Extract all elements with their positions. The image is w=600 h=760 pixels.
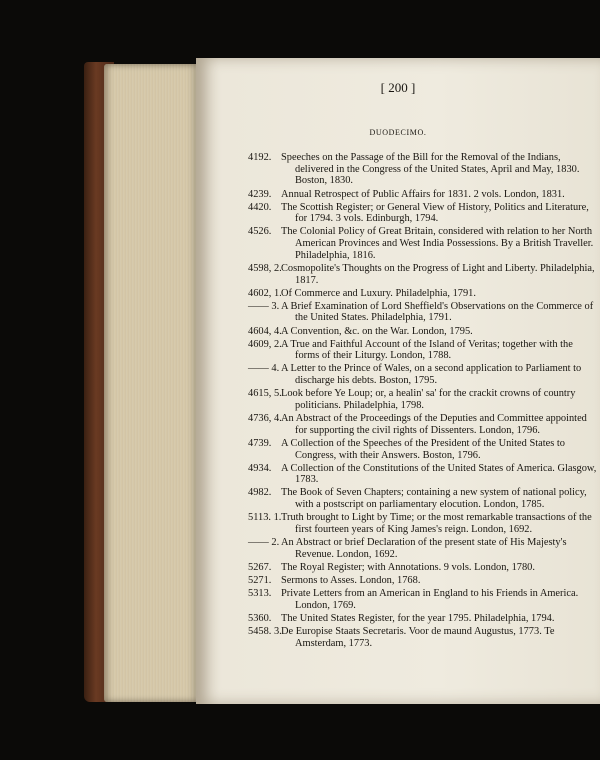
catalog-entry xyxy=(248,202,598,225)
entry-number: 4192. xyxy=(248,152,272,163)
catalog-entry xyxy=(248,575,598,587)
catalog-entry xyxy=(248,152,598,187)
catalog-entry xyxy=(248,588,598,611)
entry-text: An Abstract or brief Declaration of the present state of His Majesty's Revenue. London, 1692. xyxy=(281,537,567,560)
catalog-entry xyxy=(248,613,598,625)
entry-number: —— 4. xyxy=(248,363,280,375)
entry-text: The Book of Seven Chapters; containing a new system of national policy, with a postscript on parliamentary elocution. London, 1785. xyxy=(281,487,587,511)
entry-number: 4602, 1. xyxy=(248,287,282,299)
entry-number: 5267. xyxy=(248,561,272,573)
catalog-entry xyxy=(248,288,598,300)
entry-number: 4604, 4. xyxy=(248,325,282,337)
entry-text: A Brief Examination of Lord Sheffield's Observations on the Commerce of the United States. Philadelphia, 1791. xyxy=(281,300,594,324)
entry-text: A True and Faithful Account of the Island of Veritas; together with the forms of their Liturgy. London, 1788. xyxy=(281,338,573,362)
entry-text: De Europise Staats Secretaris. Voor de maund Augustus, 1773. Te Amsterdam, 1773. xyxy=(281,625,555,649)
entry-text: A Letter to the Prince of Wales, on a second application to Parliament to discharge his debts. Boston, 1795. xyxy=(281,363,582,387)
catalog-entries xyxy=(248,152,598,651)
catalog-entry xyxy=(248,463,598,486)
entry-number: 5113. 1. xyxy=(248,512,282,524)
catalog-entry xyxy=(248,189,598,201)
page-edges xyxy=(104,64,200,702)
entry-number: 5458. 3. xyxy=(248,625,282,637)
entry-text: The United States Register, for the year 1795. Philadelphia, 1794. xyxy=(281,612,555,624)
catalog-entry xyxy=(248,562,598,574)
catalog-entry xyxy=(248,301,598,324)
entry-number: 4736, 4. xyxy=(248,413,282,425)
catalog-entry xyxy=(248,263,598,286)
entry-number: 4934. xyxy=(248,462,272,474)
entry-number: 4598, 2. xyxy=(248,262,282,274)
entry-number: 4609, 2. xyxy=(248,338,282,350)
entry-number: 4739. xyxy=(248,437,272,449)
book-page xyxy=(196,58,600,704)
entry-text: A Collection of the Constitutions of the United States of America. Glasgow, 1783. xyxy=(281,462,597,486)
entry-text: A Convention, &c. on the War. London, 1795. xyxy=(281,325,473,337)
entry-text: Sermons to Asses. London, 1768. xyxy=(281,574,421,586)
entry-number: 5271. xyxy=(248,574,272,586)
catalog-entry xyxy=(248,388,598,411)
entry-number: 4526. xyxy=(248,226,272,238)
entry-text: Look before Ye Loup; or, a healin' sa' for the crackit crowns of country politicians. Philadelphia, 1798. xyxy=(281,388,576,411)
entry-number: 4239. xyxy=(248,188,272,200)
section-heading: DUODECIMO. xyxy=(369,128,427,137)
entry-number: 4420. xyxy=(248,201,272,213)
entry-text: The Colonial Policy of Great Britain, considered with relation to her North American Provinces and West India Possessions. By a British Traveller. Philadelphia, 1816. xyxy=(281,226,594,261)
entry-number: —— 3. xyxy=(248,300,280,312)
catalog-entry xyxy=(248,413,598,436)
catalog-entry xyxy=(248,626,598,649)
entry-number: 5313. xyxy=(248,588,272,600)
catalog-entry xyxy=(248,326,598,338)
catalog-entry xyxy=(248,363,598,386)
catalog-entry xyxy=(248,438,598,461)
entry-text: Private Letters from an American in England to his Friends in America. London, 1769. xyxy=(281,588,579,611)
entry-text: A Collection of the Speeches of the President of the United States to Congress, with their Answers. Boston, 1796. xyxy=(281,437,565,461)
entry-text: Speeches on the Passage of the Bill for the Removal of the Indians, delivered in the Congress of the United States, April and May, 1830. Boston, 1830. xyxy=(281,152,580,187)
entry-number: 4615, 5. xyxy=(248,388,282,400)
entry-text: Truth brought to Light by Time; or the most remarkable transactions of the first fourteen years of King James's reign. London, 1692. xyxy=(281,512,592,535)
catalog-entry xyxy=(248,339,598,362)
entry-text: Of Commerce and Luxury. Philadelphia, 1791. xyxy=(281,287,476,299)
entry-text: Cosmopolite's Thoughts on the Progress of Light and Liberty. Philadelphia, 1817. xyxy=(281,262,595,286)
catalog-entry xyxy=(248,487,598,510)
entry-text: The Royal Register; with Annotations. 9 vols. London, 1780. xyxy=(281,561,535,573)
entry-text: An Abstract of the Proceedings of the Deputies and Committee appointed for supporting the civil rights of Dissenters. London, 1796. xyxy=(281,413,587,436)
catalog-entry xyxy=(248,512,598,535)
entry-number: —— 2. xyxy=(248,537,280,549)
entry-number: 5360. xyxy=(248,612,272,624)
page-number: [ 200 ] xyxy=(380,80,416,95)
entry-text: Annual Retrospect of Public Affairs for 1831. 2 vols. London, 1831. xyxy=(281,188,565,200)
catalog-entry xyxy=(248,537,598,560)
entry-number: 4982. xyxy=(248,487,272,499)
catalog-entry xyxy=(248,226,598,261)
entry-text: The Scottish Register; or General View of History, Politics and Literature, for 1794. 3 vols. Edinburgh, 1794. xyxy=(281,201,589,225)
